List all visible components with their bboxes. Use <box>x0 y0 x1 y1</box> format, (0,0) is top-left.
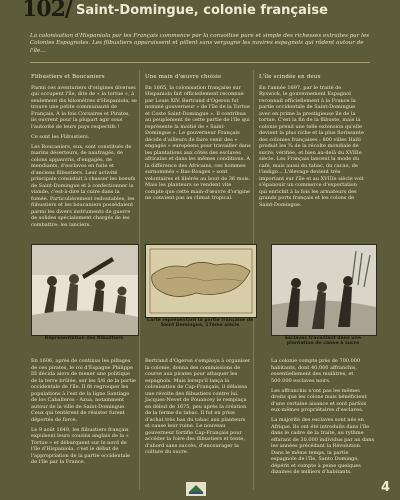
bottom-column-2 <box>145 358 251 459</box>
column-heading: Flibustiers et Boucaniers <box>31 74 105 80</box>
paragraph: Parmi ces aventuriers d'origines diverses qui occupent l'île, dite de « la tortue », à seulement dix kilomètres d'Hispaniola, se trouve une petite communauté de Français. À la fois Corsaires et Pirates, ils ouvrent pour la plupart agir sous l'autorité de leurs pays respectifs ! <box>31 84 137 130</box>
column-heading: L'île scindée en deux <box>259 74 321 80</box>
paragraph: Ce sont les Flibustiers. <box>31 133 90 140</box>
paragraph: Les Boucaniers, eux, sont constitués de marins déserteurs, de naufragés, de colons appauvris, d'engagés, de mendiants, d'esclaves en fuite et d'anciens flibustiers. Leur activité principale consistait à chasser les boeufs de Saint-Domingue et à confectionner la viande, c'est-à-dire la cuire dans la fumée. Particulièrement redoutables, les flibustiers et les boucaniers possédaient parmi les divers instruments de guerre de solides spécialement chargés de les combattre: les lanciers. <box>31 143 136 228</box>
column-heading: Une main d'œuvre choisie <box>145 74 222 80</box>
paragraph: La colonie compte près de 700.000 habitants, dont 40.000 affranchis, essentiellement des mulâtres, et 500.000 esclaves noirs. <box>271 358 361 384</box>
paragraph: La majorité des esclaves sont nés en Afrique. Ils ont été introduits dans l'île dans le cadre de la traite, au rythme effarant de 30.000 individus par an dans les années précédant la Révolution. Dans le même temps, la partie espagnole de l'île, Santo Domingo, dépérit et compte à peine quelques dizaines de milliers d'habitants. <box>271 417 375 475</box>
section-number: 102/ <box>22 0 72 22</box>
column-main-oeuvre <box>145 74 251 205</box>
paragraph: Les affranchis n'ont pas les mêmes droits que les colons mais bénéficient d'une certaine aisance et sont parfois eux-mêmes propriétaires d'esclaves. <box>271 387 367 413</box>
saint-domingue-map <box>145 244 257 318</box>
organization-logo <box>186 482 206 496</box>
column-flibustiers <box>31 74 137 232</box>
divider <box>30 62 370 63</box>
bottom-column-1 <box>31 358 137 469</box>
page-title: Saint-Domingue, colonie française <box>75 3 328 18</box>
bottom-column-3 <box>271 358 375 479</box>
flibustiers-illustration <box>31 244 139 336</box>
paragraph: Bertrand d'Ogeron s'employa à organiser la colonie, donna des commissions de course aux pirates pour attaquer les espagnols. Mais lorsqu'il lança la colonisation de Cap-Français, il délaissa une révolte des flibustiers contre lui. Jacques-Nevet de Pouancey le remplaça en début de 1675, peu après la création de la ferme du tabac. Il fut en prise d'achat très bas du tabac aux planteurs et cause leur ruine. Le nouveau gouverneur fortifie Cap-Français pour accéder la foire des flibustiers et tente, d'abord sans succès, d'encourager la culture du sucre. <box>145 358 251 455</box>
plantation-illustration <box>271 244 377 336</box>
map-caption: Carte représentant la partie française de Saint Domingue, 17ème siècle <box>146 318 254 329</box>
column-ile-scindee <box>259 74 365 212</box>
paragraph: Le 9 août 1640, les flibustiers français expulsent leurs cousins anglais de la « Tortue » et débarquent sur le nord de l'île d'Hispaniola, c'est le début de l'appropriation de la partie occidentale de l'île par la France. <box>31 426 131 465</box>
title-bar <box>22 0 328 22</box>
plantation-caption: Esclaves travaillant dans une plantation de canne à sucre <box>285 336 361 347</box>
intro-text: La colonisation d'Hispaniola par les Français commence par la convoitise pure et simple des richesses extraites par les Colonies Espagnoles. Les flibustiers apparaissent et pillent sans vergogne les navires espagnols qui rôdent autour de l'île… <box>30 33 370 54</box>
page-number: 4 <box>380 480 390 495</box>
paragraph: En l'année 1697, par le traité de Ryswick, le gouvernement Espagnol reconnait officiellement à la France la partie occidentale de Saint-Domingue avec en prime la prestigieuse île de la tortue. C'est la fin de la flibuste, mais la colonie prend une telle extension qu'elle devient la plus riche et la plus florissante des colonies françaises : 800 villes Haïti produit les ¾ de la récolte mondiale de sucre, vérifiée, et bien au-delà du XVIIIe siècle. Les Français lancent la mode du café, mais aussi du tabac, du cacao, de l'indigo… L'élevage devient très important sur l'île et au XVIIIe siècle voit s'épanouir un commerce d'exportation qui enrichit à la fois les armateurs des grands ports français et les colons de Saint-Domingue. <box>259 84 364 208</box>
paragraph: En 1665, la colonisation française sur Hispaniola fait officiellement reconnue par Louis XIV. Bertrand d'Ogeron fut nommé gouverneur « de l'île de la Tortue et Coste Saint-Domingue ». Il contribua au peuplement de cette partie de l'île qui représente la moitié de « Saint-Domingue ». Le gouverneur Français décide d'ailleurs de faire venir des « engagés » européens pour travailler dans les plantations aux côtés des esclaves africains et dans les mêmes conditions. À la différence des Africains, ces hommes surnommés « Bas-Rouges » sont volontaires et libérés au bout de 36 mois. Mais les planteurs se rendent vite compte que cette main-d'œuvre d'origine ne convient pas au climat tropical. <box>145 84 251 201</box>
flibustiers-caption: Représentation des flibustiers <box>44 336 124 341</box>
column-divider <box>139 70 140 490</box>
paragraph: En 1606, après de continus les pillages de ces pirates, le roi d'Espagne Philippe III décida alors de mener une politique de la terre brûlée, sur les 5/6 de la partie occidentale de l'île. Il fit regrouper les populations à l'est de la ligne Santiago de los Caballeros - Azua, notamment autour de la ville de Saint-Domingue. Ceux qui tentèrent de résister furent déportés de force. <box>31 358 136 423</box>
